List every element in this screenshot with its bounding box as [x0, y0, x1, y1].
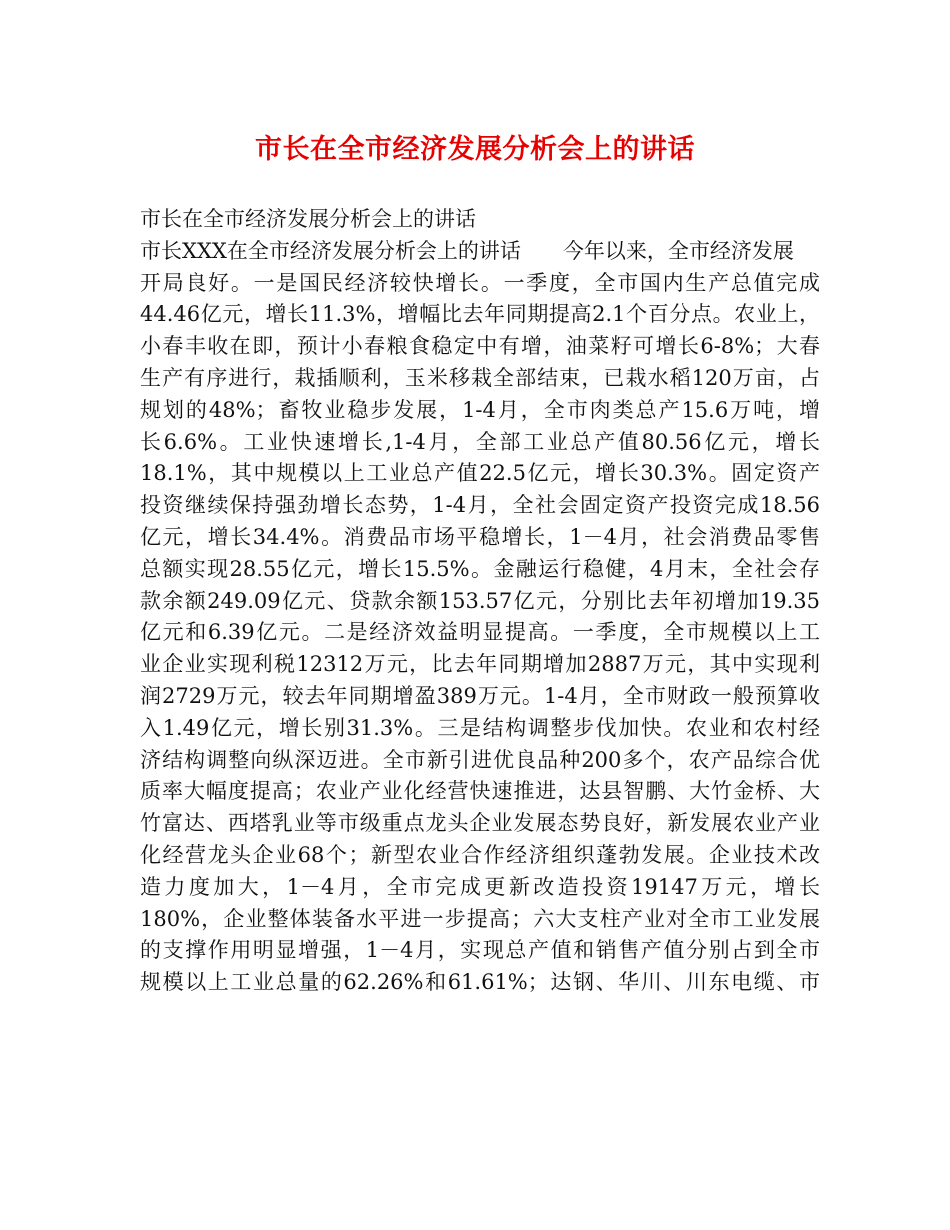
document-body: [140, 204, 820, 999]
body-line: 的支撑作用明显增强，1－4月，实现总产值和销售产值分别占到全市: [140, 938, 820, 963]
body-line: 44.46亿元，增长11.3%，增幅比去年同期提高2.1个百分点。农业上，: [140, 302, 820, 327]
body-line: 入1.49亿元，增长别31.3%。三是结构调整步伐加快。农业和农村经: [140, 715, 820, 740]
body-line: 竹富达、西塔乳业等市级重点龙头企业发展态势良好，新发展农业产业: [140, 811, 820, 836]
body-line: 180%，企业整体装备水平进一步提高；六大支柱产业对全市工业发展: [140, 906, 820, 931]
body-line: 亿元，增长34.4%。消费品市场平稳增长，1－4月，社会消费品零售: [140, 524, 820, 549]
body-line: 规模以上工业总量的62.26%和61.61%；达钢、华川、川东电缆、市: [140, 970, 820, 995]
body-line: 亿元和6.39亿元。二是经济效益明显提高。一季度，全市规模以上工: [140, 620, 820, 645]
body-line: 投资继续保持强劲增长态势，1-4月，全社会固定资产投资完成18.56: [140, 493, 820, 518]
body-line: 质率大幅度提高；农业产业化经营快速推进，达县智鹏、大竹金桥、大: [140, 779, 820, 804]
body-line: 小春丰收在即，预计小春粮食稳定中有增，油菜籽可增长6-8%；大春: [140, 334, 820, 359]
body-line: 济结构调整向纵深迈进。全市新引进优良品种200多个，农产品综合优: [140, 747, 820, 772]
body-line: 款余额249.09亿元、贷款余额153.57亿元，分别比去年初增加19.35: [140, 588, 820, 613]
body-line: 业企业实现利税12312万元，比去年同期增加2887万元，其中实现利: [140, 652, 820, 677]
body-line: 化经营龙头企业68个；新型农业合作经济组织蓬勃发展。企业技术改: [140, 842, 820, 867]
body-line: 总额实现28.55亿元，增长15.5%。金融运行稳健，4月末，全社会存: [140, 556, 820, 581]
body-line: 造力度加大，1－4月，全市完成更新改造投资19147万元，增长: [140, 874, 820, 899]
body-line: 长6.6%。工业快速增长,1-4月，全部工业总产值80.56亿元，增长: [140, 429, 820, 454]
body-line: 生产有序进行，栽插顺利，玉米移栽全部结束，已栽水稻120万亩，占: [140, 365, 820, 390]
document-title: 市长在全市经济发展分析会上的讲话: [255, 134, 695, 165]
body-line: 润2729万元，较去年同期增盈389万元。1-4月，全市财政一般预算收: [140, 683, 820, 708]
body-line: 市长XXX在全市经济发展分析会上的讲话 今年以来，全市经济发展: [140, 238, 794, 263]
body-line: 18.1%，其中规模以上工业总产值22.5亿元，增长30.3%。固定资产: [140, 461, 820, 486]
body-line: 规划的48%；畜牧业稳步发展，1-4月，全市肉类总产15.6万吨，增: [140, 397, 820, 422]
body-line: 市长在全市经济发展分析会上的讲话: [140, 207, 476, 231]
body-line: 开局良好。一是国民经济较快增长。一季度，全市国内生产总值完成: [140, 270, 820, 295]
